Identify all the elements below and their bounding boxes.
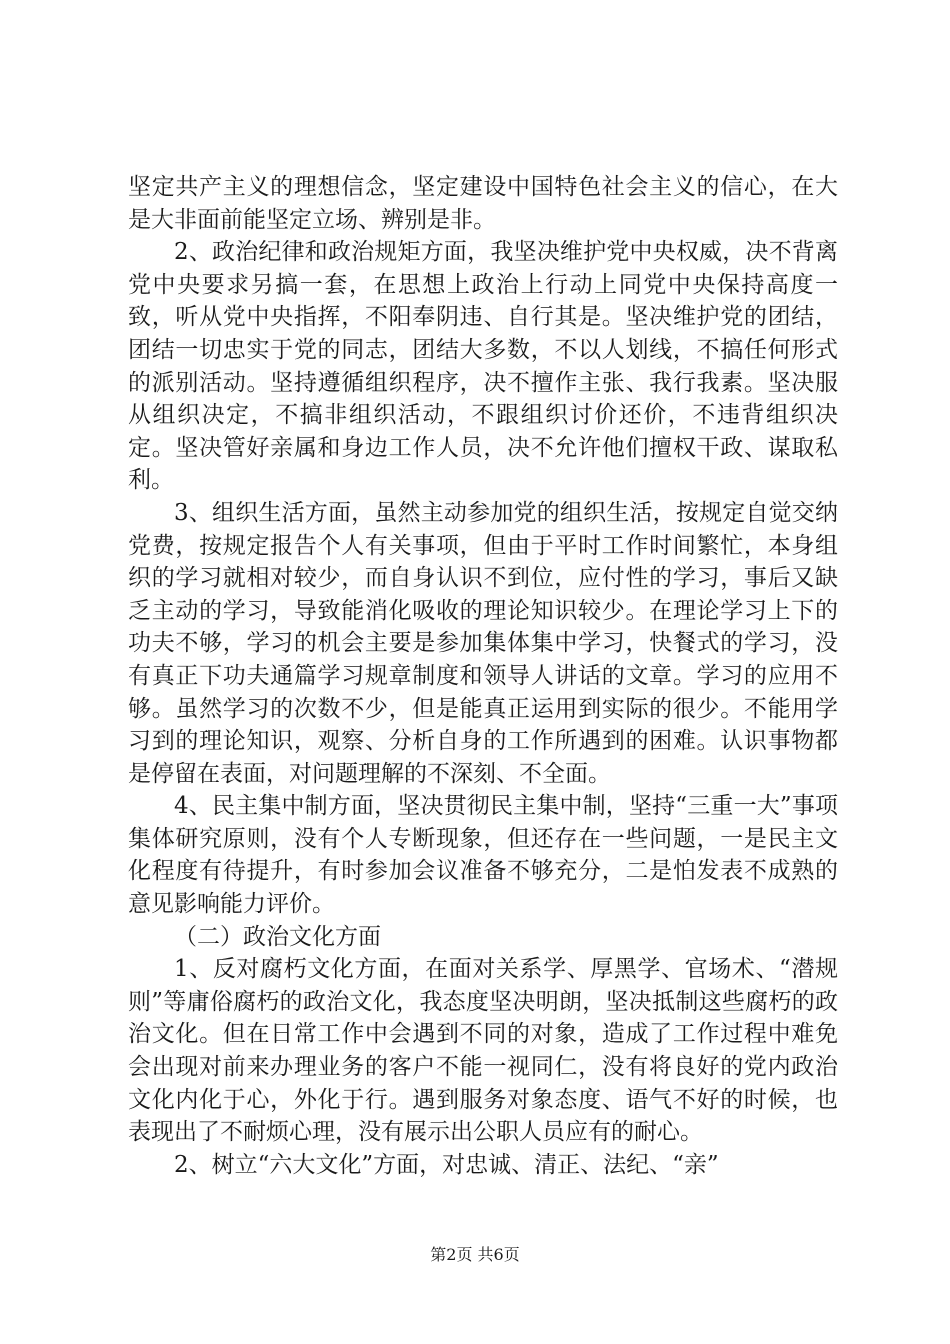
document-body (128, 171, 838, 1181)
paragraph-5: 1、反对腐朽文化方面，在面对关系学、厚黑学、官场术、“潜规则”等庸俗腐朽的政治文化，我态度坚决明朗，坚决抵制这些腐朽的政治文化。但在日常工作中会遇到不同的对象，造成了工作过程中难免会出现对前来办理业务的客户不能一视同仁，没有将良好的党内政治文化内化于心，外化于行。遇到服务对象态度、语气不好的时候，也表现出了不耐烦心理，没有展示出公职人员应有的耐心。 (128, 956, 838, 1146)
paragraph-1: 坚定共产主义的理想信念，坚定建设中国特色社会主义的信心，在大是大非面前能坚定立场、辨别是非。 (128, 174, 838, 233)
paragraph-6: 2、树立“六大文化”方面，对忠诚、清正、法纪、“亲” (174, 1151, 719, 1178)
paragraph-2: 2、政治纪律和政治规矩方面，我坚决维护党中央权威，决不背离党中央要求另搞一套，在思想上政治上行动上同党中央保持高度一致，听从党中央指挥，不阳奉阴违、自行其是。坚决维护党的团结，团结一切忠实于党的同志，团结大多数，不以人划线，不搞任何形式的派别活动。坚持遵循组织程序，决不擅作主张、我行我素。坚决服从组织决定，不搞非组织活动，不跟组织讨价还价，不违背组织决定。坚决管好亲属和身边工作人员，决不允许他们擅权干政、谋取私利。 (128, 239, 838, 494)
paragraph-4: 4、民主集中制方面，坚决贯彻民主集中制，坚持“三重一大”事项集体研究原则，没有个人专断现象，但还存在一些问题，一是民主文化程度有待提升，有时参加会议准备不够充分，二是怕发表不成熟的意见影响能力评价。 (128, 793, 838, 918)
page-footer (0, 1245, 950, 1265)
page-number: 第2页 共6页 (430, 1245, 520, 1264)
section-heading: （二）政治文化方面 (174, 923, 381, 950)
paragraph-3: 3、组织生活方面，虽然主动参加党的组织生活，按规定自觉交纳党费，按规定报告个人有关事项，但由于平时工作时间繁忙，本身组织的学习就相对较少，而自身认识不到位，应付性的学习，事后又缺乏主动的学习，导致能消化吸收的理论知识较少。在理论学习上下的功夫不够，学习的机会主要是参加集体集中学习，快餐式的学习，没有真正下功夫通篇学习规章制度和领导人讲话的文章。学习的应用不够。虽然学习的次数不少，但是能真正运用到实际的很少。不能用学习到的理论知识，观察、分析自身的工作所遇到的困难。认识事物都是停留在表面，对问题理解的不深刻、不全面。 (128, 499, 838, 787)
